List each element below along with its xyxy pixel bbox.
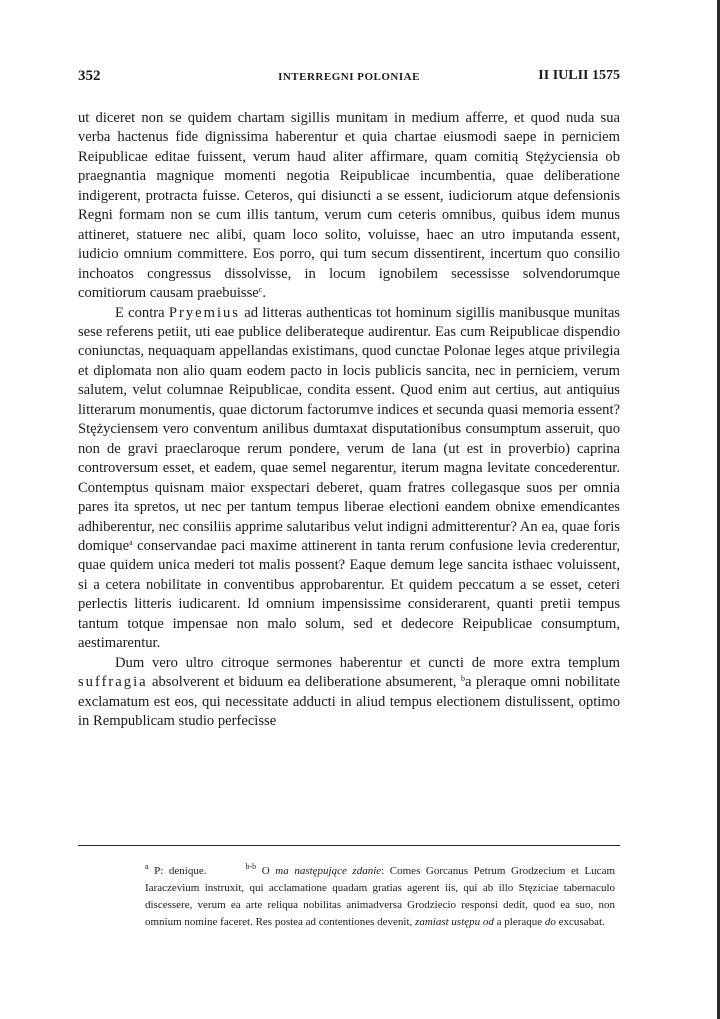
paragraph-3: [78, 654, 620, 732]
footnote-divider: [78, 845, 620, 846]
running-title: INTERREGNI POLONIAE: [278, 71, 420, 83]
header-date: II IULII 1575: [538, 68, 620, 83]
main-text: [78, 109, 620, 732]
footnote-b-text: : Comes Gorcanus Petrum Grodzecium et Lucam Iaraczevium instruxit, qui acclamatione quadam gratias agerent iis, qui ab illo Stęziciae tabernaculo discessere, verum ea arte reliqua nobilitas animadversa Grodziecio responsi dedit, quod ea suo, non omnium nomine faceret. Res postea ad contentiones devenit,: [145, 865, 616, 928]
footnote-marker-a: a: [129, 537, 133, 547]
footnote-entry: [112, 863, 615, 931]
paragraph-2-text-b: conservandae paci maxime attinerent in tanta rerum confusione levia crederentur, quae quidem unica mederi tot malis possent? Eaque demum lege sancita isthaec voluissent, si a cetera nobilitate in conventibus approbarentur. Et quidem peccatum a se esset, ceteri perlectis litteris iudicarent. Id omnium impensissime considerarent, quanti pretii tempus tantum totque impensae non malo solum, sed et dedecore Reipublicae consumptum, aestimarentur.: [78, 537, 620, 652]
paragraph-2: [78, 304, 620, 654]
footnote-b-mid: a pleraque: [496, 916, 543, 928]
footnote-b-marker: b-b: [245, 862, 257, 871]
footnote-b-end: excusabat.: [558, 916, 605, 928]
footnotes: [112, 863, 615, 931]
paragraph-1-text: ut diceret non se quidem chartam sigillis munitam in medium afferre, et quod nuda sua verba hactenus fide dignissima haberentur et quia chartae eiusmodi saepe in perniciem Reipublicae editae fuissent, verum haud aliter affirmare, quam comitią Stężyciensia ob praegnantia magnique momenti negotia Reipublicae incumbentia, quae deliberatione indigerent, protracta fuisse. Ceteros, qui disiuncti a se essent, iudiciorum atque defensionis Regni formam non se cum illis tantum, verum cum ceteris omnibus, quibus idem munus attineret, statuere nec alibi, quam loco solito, voluisse, haec an utro imputanda essent, iudicio omnium committere. Eos porro, qui tum secum dissentirent, incertum quo consilio inchoatos congressus dissolvisse, in locum ignobilem secessisse solvendorumque comitiorum causam praebuisse: [78, 110, 620, 302]
paragraph-3-text-a: Dum vero ultro citroque sermones haberentur et cuncti de more extra templum: [115, 654, 620, 671]
footnote-b-italic-2: zamiast ustępu od: [415, 916, 494, 928]
footnote-b-italic: ma następujące zdanie: [275, 865, 382, 877]
paragraph-1: [78, 109, 620, 304]
footnote-marker-c: c: [258, 285, 263, 295]
spaced-word-suffragia: suffragia: [78, 674, 148, 691]
paragraph-3-text-b: absolverent et biduum ea deliberatione absumerent,: [152, 674, 457, 691]
footnote-marker-b: b: [460, 674, 465, 684]
footnote-a-text: P: denique.: [154, 865, 207, 877]
footnote-a-marker: a: [145, 862, 149, 871]
paragraph-2-text-a: ad litteras authenticas tot hominum sigillis manibusque munitas sese referens petiit, uti eae publice deliberateque audirentur. Eas cum Reipublicae dispendio coniunctas, nequaquam appellandas existimans, quod cunctae Polonae leges atque privilegia et diplomata non alio quam eodem pacto in locis publicis sancita, nec in perniciem, verum salutem, velut columnae Reipublicae, condita essent. Quod enim aut certius, aut antiquius litterarum monumentis, quae dictorum factorumve indices et secunda quasi memoria essent? Stężyciensem vero conventum anilibus dumtaxat disputationibus consumptum asseruit, quo non de gravi praeclaroque rerum pondere, verum de lana (ut est in proverbio) caprina controversum esset, et eadem, quae semel negarentur, iterum magna levitate concederentur. Contemptus quisnam maior exspectari deberet, quam fratres collegasque suos per omnia pares ita spretos, ut nec per tantum tempus liberae electioni eandem obnixe emendicantes adhiberentur, nec consiliis apprime salutaribus velut indigni admitterentur? An ea, quae foris domique: [78, 304, 620, 554]
page-number: 352: [78, 68, 101, 84]
paragraph-1-end: .: [262, 285, 266, 302]
paragraph-2-start: E contra: [115, 304, 165, 321]
spaced-name-pryemius: Pryemius: [168, 304, 240, 321]
paragraph-3-text-c: a pleraque omni nobilitate exclamatum est eos, qui necessitate adducti in aliud tempus electionem distulissent, optimo in Rempublicam studio perfecisse: [78, 674, 621, 730]
running-header: [78, 68, 620, 88]
footnote-b-prefix: O: [261, 865, 270, 877]
footnote-b-italic-3: do: [544, 916, 556, 928]
